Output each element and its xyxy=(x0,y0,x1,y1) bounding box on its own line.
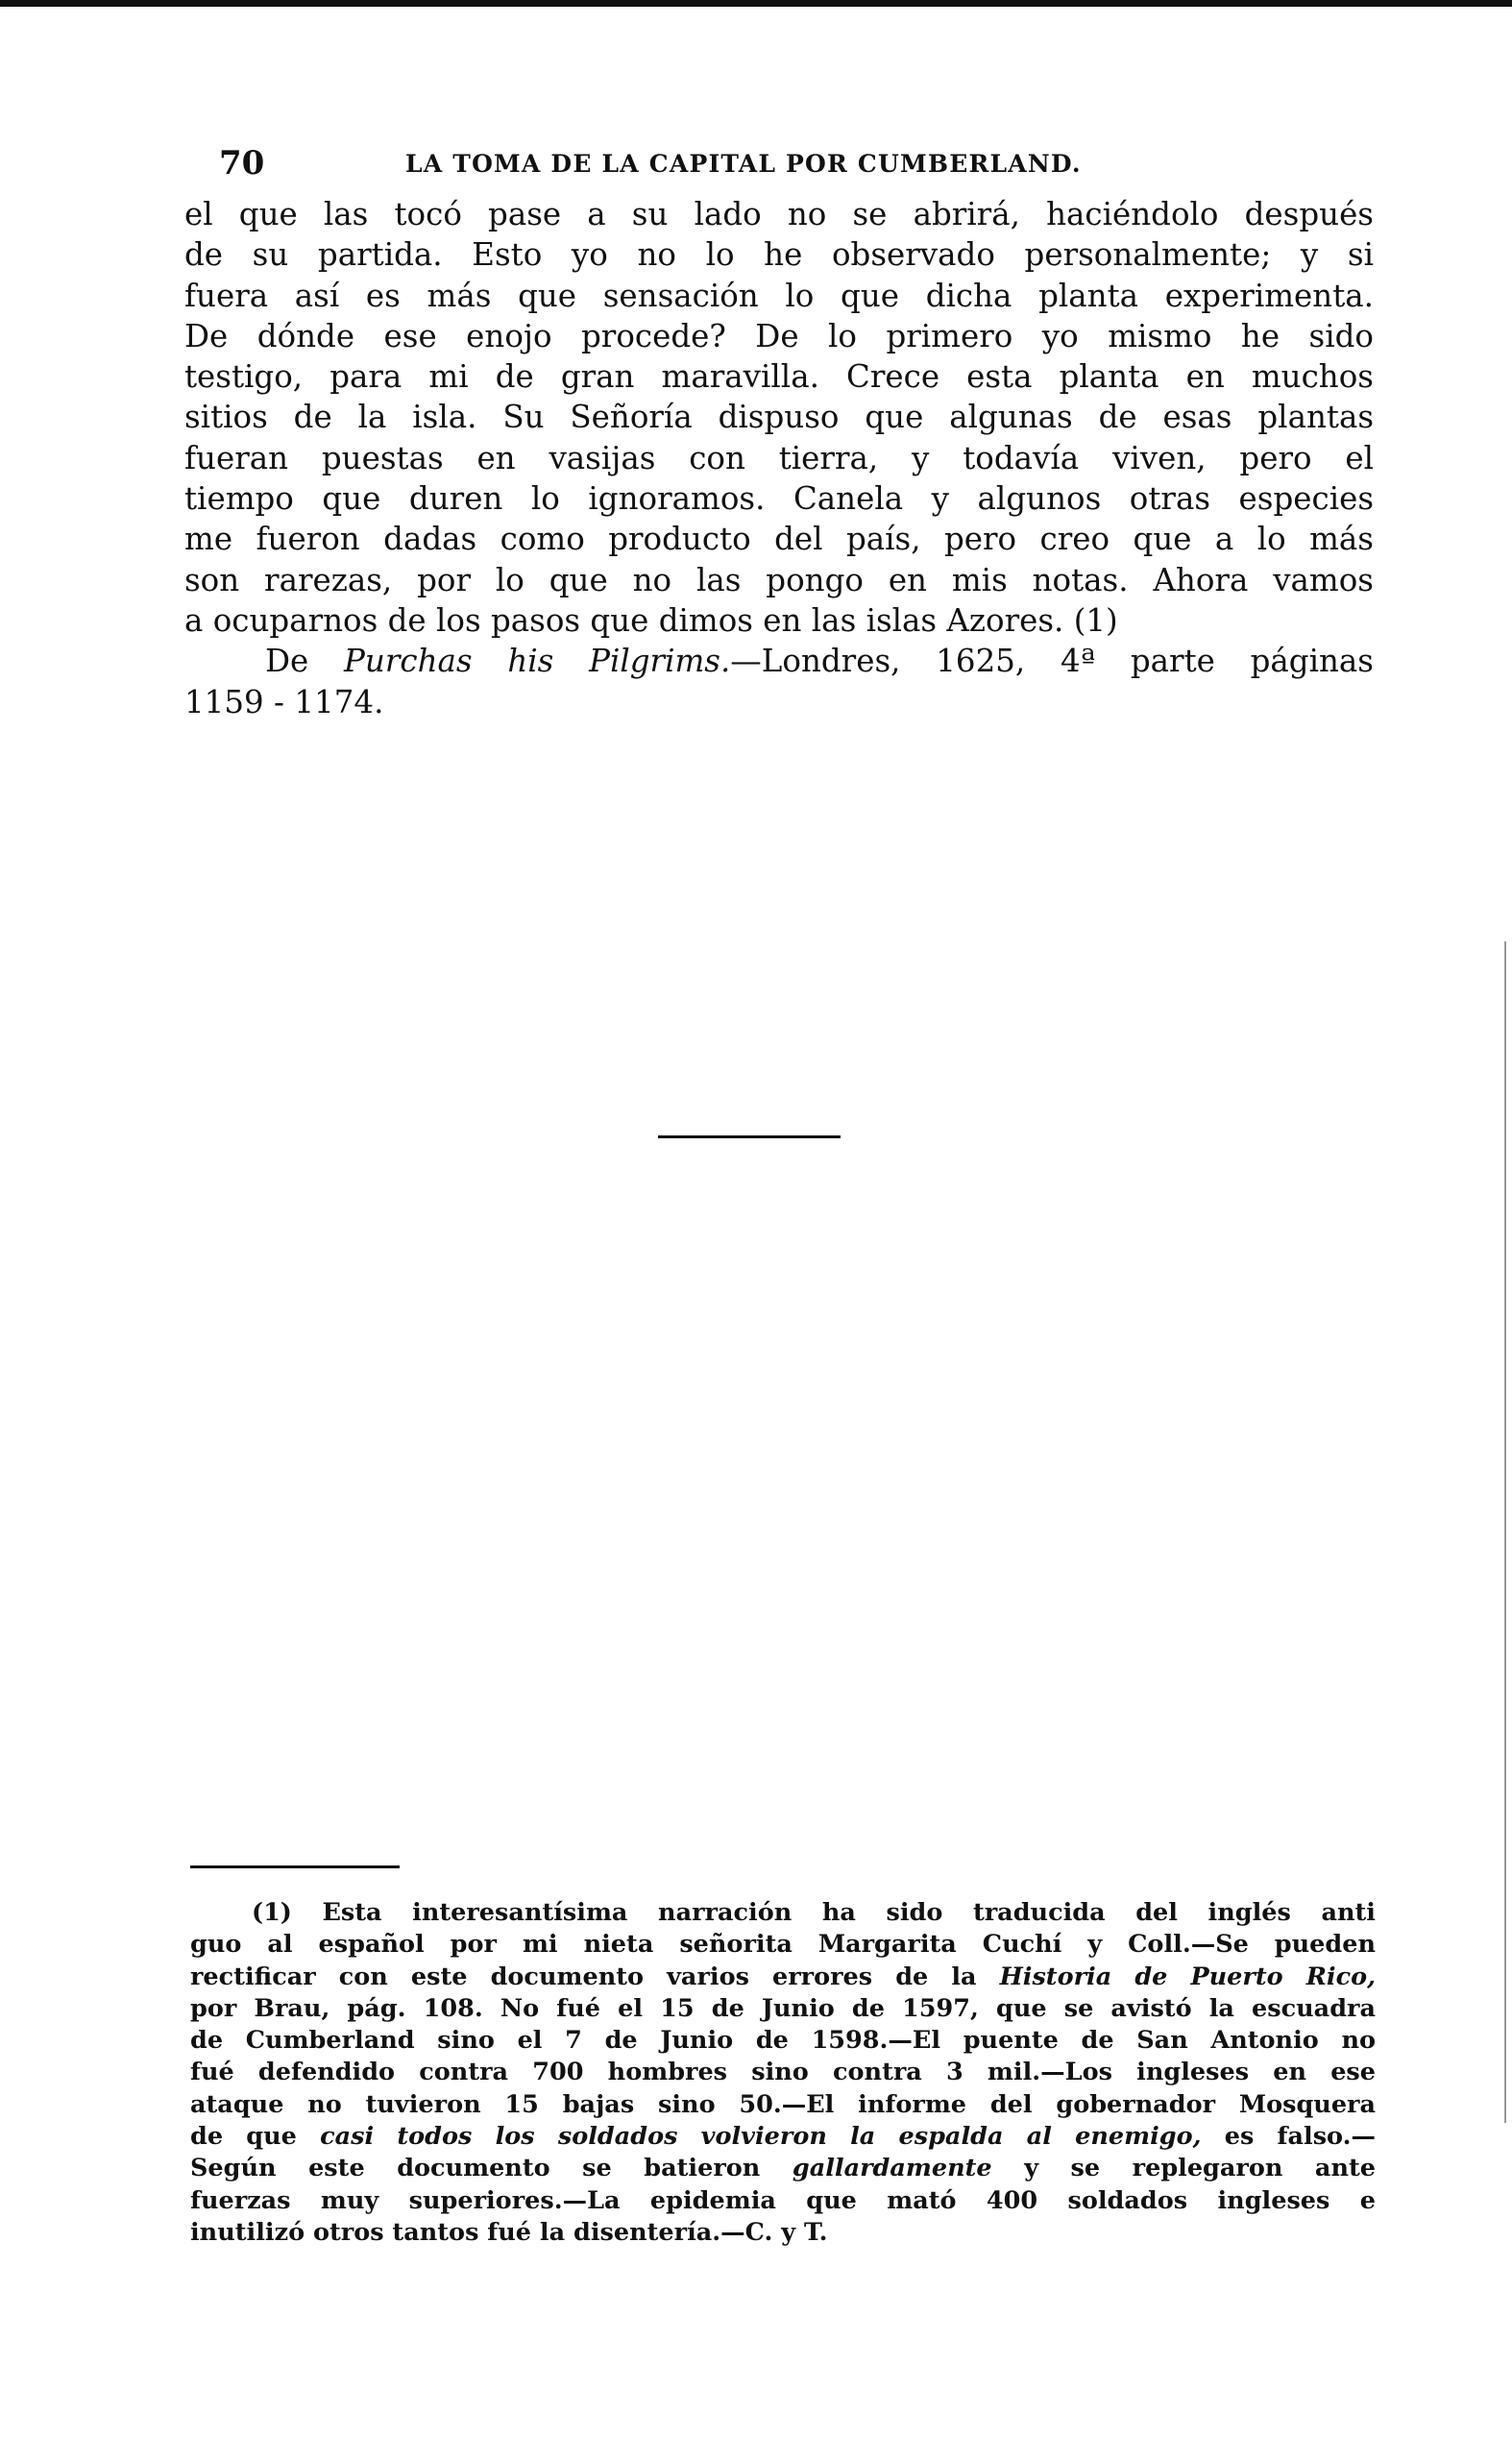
footnote-line xyxy=(190,2153,1376,2184)
footnote-italic: Historia de Puerto Rico, xyxy=(999,1962,1377,1991)
scan-edge-line xyxy=(1504,941,1506,2123)
footnote-line: fuerzas muy superiores.—La epidemia que mató 400 soldados ingleses e xyxy=(190,2185,1376,2215)
body-line: a ocuparnos de los pasos que dimos en las islas Azores. (1) xyxy=(184,601,1118,639)
footnote-line: (1) Esta interesantísima narración ha sido traducida del inglés anti xyxy=(252,1898,1376,1927)
footnote-line: inutilizó otros tantos fué la disentería.—C. y T. xyxy=(190,2217,828,2247)
running-title: LA TOMA DE LA CAPITAL POR CUMBERLAND. xyxy=(405,150,1082,178)
body-line: me fueron dadas como producto del país, pero creo que a lo más xyxy=(184,521,1374,558)
body-line: el que las tocó pase a su lado no se abrirá, haciéndolo después xyxy=(184,196,1374,232)
citation-line xyxy=(184,641,1374,681)
body-line: testigo, para mi de gran maravilla. Crece esta planta en muchos xyxy=(184,358,1374,396)
footnote xyxy=(190,1897,1376,2249)
body-line: fuera así es más que sensación lo que dicha planta experimenta. xyxy=(184,277,1374,314)
footnote-text: es falso.— xyxy=(1201,2122,1376,2152)
footnote-italic: casi todos los soldados volvieron la espalda al enemigo, xyxy=(320,2122,1202,2152)
footnote-line xyxy=(190,1962,1376,1993)
top-border-rule xyxy=(0,0,1512,7)
footnote-rule xyxy=(190,1865,400,1868)
body-line: De dónde ese enojo procede? De lo primero yo mismo he sido xyxy=(184,317,1374,354)
footnote-line: ataque no tuvieron 15 bajas sino 50.—El informe del gobernador Mosquera xyxy=(190,2089,1376,2119)
citation-prefix: De xyxy=(265,643,345,680)
footnote-text: Según este documento se batieron xyxy=(190,2154,793,2183)
footnote-text: de que xyxy=(190,2122,321,2152)
citation-pages: 1159 - 1174. xyxy=(184,683,384,720)
page-header xyxy=(184,144,1374,184)
body-line: tiempo que duren lo ignoramos. Canela y algunos otras especies xyxy=(184,480,1374,518)
footnote-line: por Brau, pág. 108. No fué el 15 de Junio de 1597, que se avistó la escuadra xyxy=(190,1993,1376,2023)
footnote-line: de Cumberland sino el 7 de Junio de 1598.—El puente de San Antonio no xyxy=(190,2026,1376,2056)
footnote-line: guo al español por mi nieta señorita Margarita Cuchí y Coll.—Se pueden xyxy=(190,1930,1376,1960)
citation-details: —Londres, 1625, 4ª parte páginas xyxy=(730,643,1374,680)
body-line: de su partida. Esto yo no lo he observado personalmente; y si xyxy=(184,236,1374,274)
body-line: son rarezas, por lo que no las pongo en mis notas. Ahora vamos xyxy=(184,561,1374,598)
footnote-italic: gallardamente xyxy=(792,2154,992,2183)
body-line: sitios de la isla. Su Señoría dispuso que algunas de esas plantas xyxy=(184,399,1374,436)
body-line: fueran puestas en vasijas con tierra, y todavía viven, pero el xyxy=(184,439,1374,476)
page-number: 70 xyxy=(219,144,265,183)
main-paragraph xyxy=(184,194,1374,722)
citation-title: Purchas his Pilgrims. xyxy=(344,643,731,680)
footnote-text: rectificar con este documento varios errores de la xyxy=(190,1962,1000,1991)
footnote-line xyxy=(190,2121,1376,2153)
page-content xyxy=(184,144,1374,722)
footnote-line: fué defendido contra 700 hombres sino contra 3 mil.—Los ingleses en ese xyxy=(190,2058,1376,2087)
footnote-text: y se replegaron ante xyxy=(991,2154,1376,2183)
section-divider-rule xyxy=(658,1135,841,1138)
